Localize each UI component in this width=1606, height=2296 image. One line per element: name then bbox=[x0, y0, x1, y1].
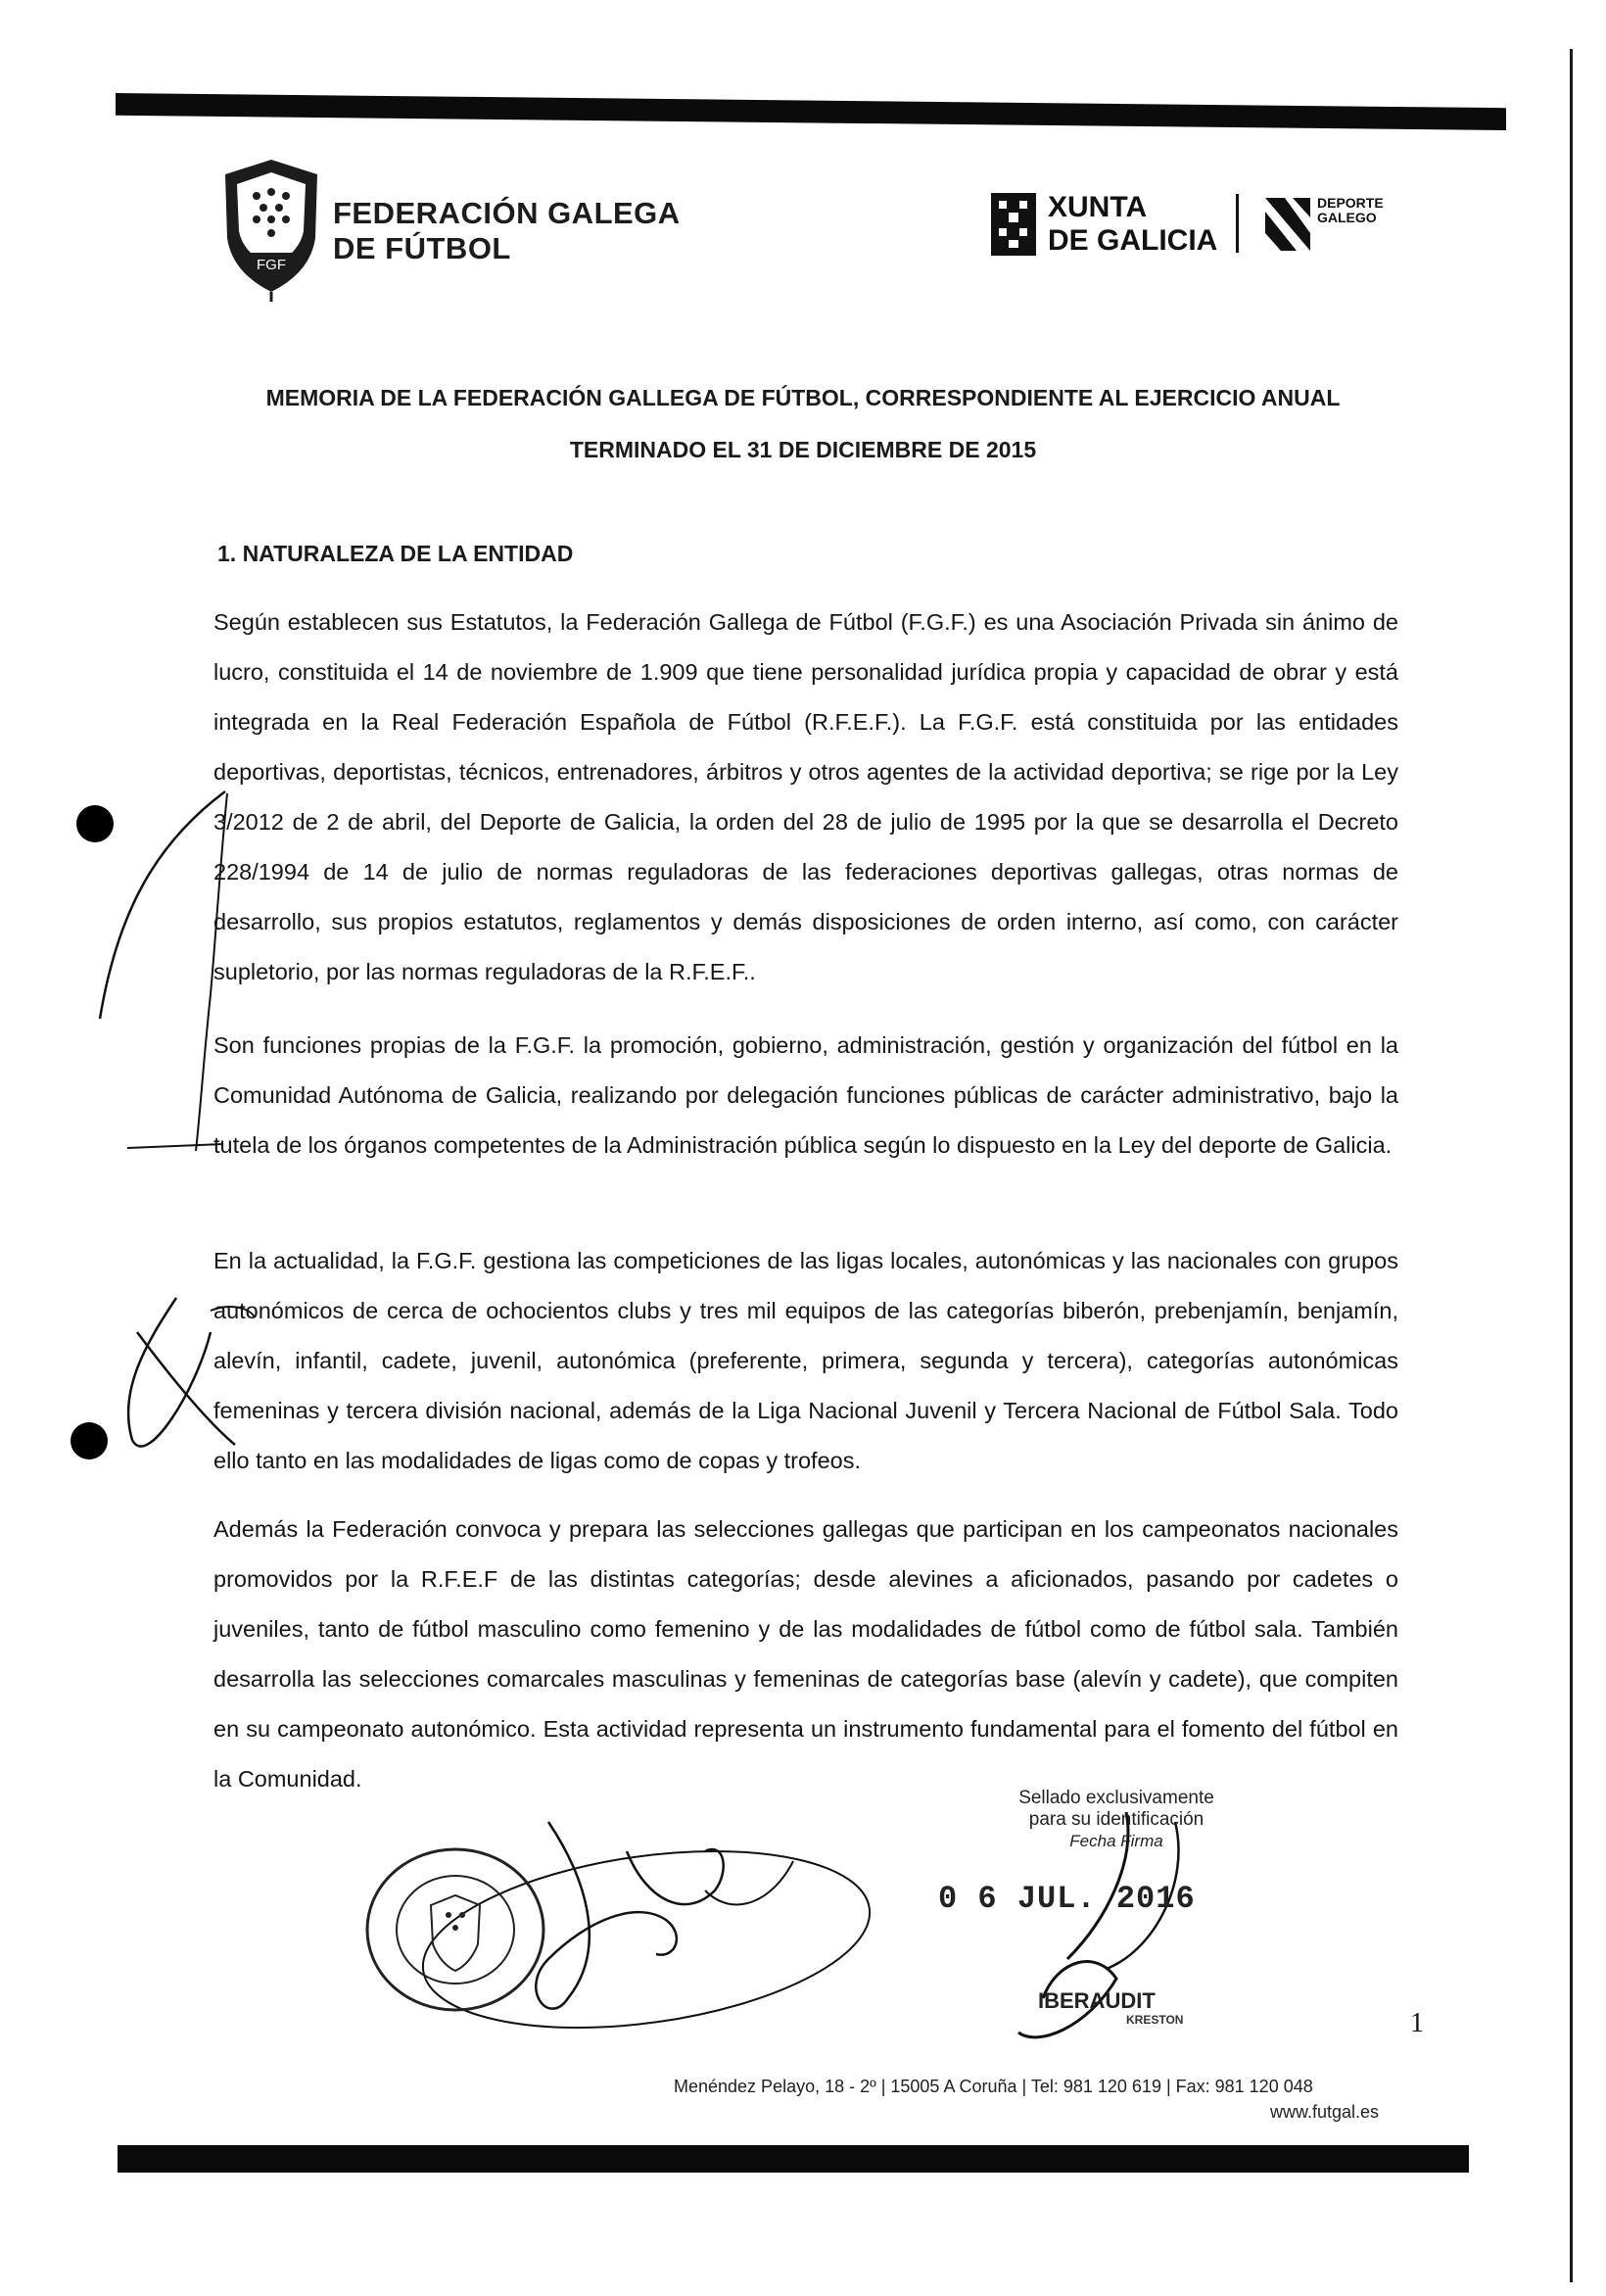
org-name bbox=[333, 196, 681, 266]
xunta-line2: DE GALICIA bbox=[1048, 224, 1218, 257]
deporte-galego-icon bbox=[1263, 194, 1312, 253]
section-heading: 1. NATURALEZA DE LA ENTIDAD bbox=[217, 541, 574, 566]
stamp-line1: Sellado exclusivamente bbox=[1018, 1788, 1214, 1808]
footer-black-bar bbox=[118, 2145, 1469, 2173]
scan-edge-line bbox=[1570, 49, 1573, 2282]
paragraph-functions: Son funciones propias de la F.G.F. la promoción, gobierno, administración, gestión y organización del fútbol en la Comunidad Autónoma de Galicia, realizando por delegación funciones públicas de carácter administrativo, bajo la tutela de los órganos competentes de la Administración pública según lo dispuesto en la Ley del deporte de Galicia. bbox=[213, 1032, 1398, 1158]
page-number: 1 bbox=[1410, 2008, 1424, 2038]
paragraph-competitions: En la actualidad, la F.G.F. gestiona las competiciones de las ligas locales, autonómicas y las nacionales con grupos autonómicos de cerca de ochocientos clubs y tres mil equipos de las categorías biberón, prebenjamín, benjamín, alevín, infantil, cadete, juvenil, autonómica (preferente, primera, segunda y tercera), categorías autonómicas femeninas y tercera división nacional, además de la Liga Nacional Juvenil y Tercera Nacional de Fútbol Sala. Todo ello tanto en las modalidades de ligas como de copas y trofeos. bbox=[213, 1248, 1398, 1473]
stamp-line2: para su identificación bbox=[1028, 1809, 1204, 1830]
paragraph-selections: Además la Federación convoca y prepara las selecciones gallegas que participan en los campeonatos nacionales promovidos por la R.F.E.F de las distintas categorías; desde alevines a aficionados, pasando por cadetes o juveniles, tanto de fútbol masculino como femenino y de las modalidades de fútbol como de fútbol sala. También desarrolla las selecciones comarcales masculinas y femeninas de categorías base (alevín y cadete), que compiten en su campeonato autonómico. Esta actividad representa un instrumento fundamental para el fomento del fútbol en la Comunidad. bbox=[213, 1516, 1398, 1792]
org-name-line2: DE FÚTBOL bbox=[333, 231, 511, 265]
footer-website: www.futgal.es bbox=[1270, 2102, 1380, 2122]
auditor-sub: KRESTON bbox=[1126, 2013, 1184, 2027]
paragraph-nature: Según establecen sus Estatutos, la Federación Gallega de Fútbol (F.G.F.) es una Asociación Privada sin ánimo de lucro, constituida el 14 de noviembre de 1.909 que tiene personalidad jurídica propia y capacidad de obrar y está integrada en la Real Federación Española de Fútbol (R.F.E.F.). La F.G.F. está constituida por las entidades deportivas, deportistas, técnicos, entrenadores, árbitros y otros agentes de la actividad deportiva; se rige por la Ley 3/2012 de 2 de abril, del Deporte de Galicia, la orden del 28 de julio de 1995 por la que se desarrolla el Decreto 228/1994 de 14 de julio de normas reguladoras de las federaciones deportivas gallegas, otras normas de desarrollo, sus propios estatutos, reglamentos y demás disposiciones de orden interno, así como, con carácter supletorio, por las normas reguladoras de la R.F.E.F.. bbox=[213, 609, 1398, 984]
deporte-name bbox=[1317, 196, 1384, 225]
auditor-name: IBERAUDIT bbox=[1038, 1988, 1156, 2013]
punch-hole bbox=[71, 1422, 108, 1459]
xunta-emblem-icon bbox=[989, 191, 1038, 258]
punch-hole bbox=[76, 805, 114, 842]
document-title-line2: TERMINADO EL 31 DE DICIEMBRE DE 2015 bbox=[569, 437, 1037, 462]
letterhead bbox=[0, 0, 1606, 313]
document-title-line1: MEMORIA DE LA FEDERACIÓN GALLEGA DE FÚTBOL, CORRESPONDIENTE AL EJERCICIO ANUAL bbox=[265, 385, 1341, 410]
xunta-line1: XUNTA bbox=[1048, 191, 1148, 223]
fgf-shield-icon bbox=[217, 155, 325, 302]
footer-address: Menéndez Pelayo, 18 - 2º | 15005 A Coruña | Tel: 981 120 619 | Fax: 981 120 048 bbox=[674, 2077, 1313, 2096]
logo-divider bbox=[1236, 194, 1239, 253]
stamp-date: 0 6 JUL. 2016 bbox=[938, 1881, 1196, 1917]
xunta-name bbox=[1048, 191, 1217, 258]
org-name-line1: FEDERACIÓN GALEGA bbox=[333, 196, 681, 230]
deporte-line2: GALEGO bbox=[1317, 210, 1377, 225]
stamp-line3: Fecha Firma bbox=[1069, 1832, 1163, 1850]
deporte-line1: DEPORTE bbox=[1317, 195, 1384, 211]
svg-text:FGF: FGF bbox=[257, 257, 286, 273]
audit-stamp-text bbox=[989, 1788, 1244, 1852]
